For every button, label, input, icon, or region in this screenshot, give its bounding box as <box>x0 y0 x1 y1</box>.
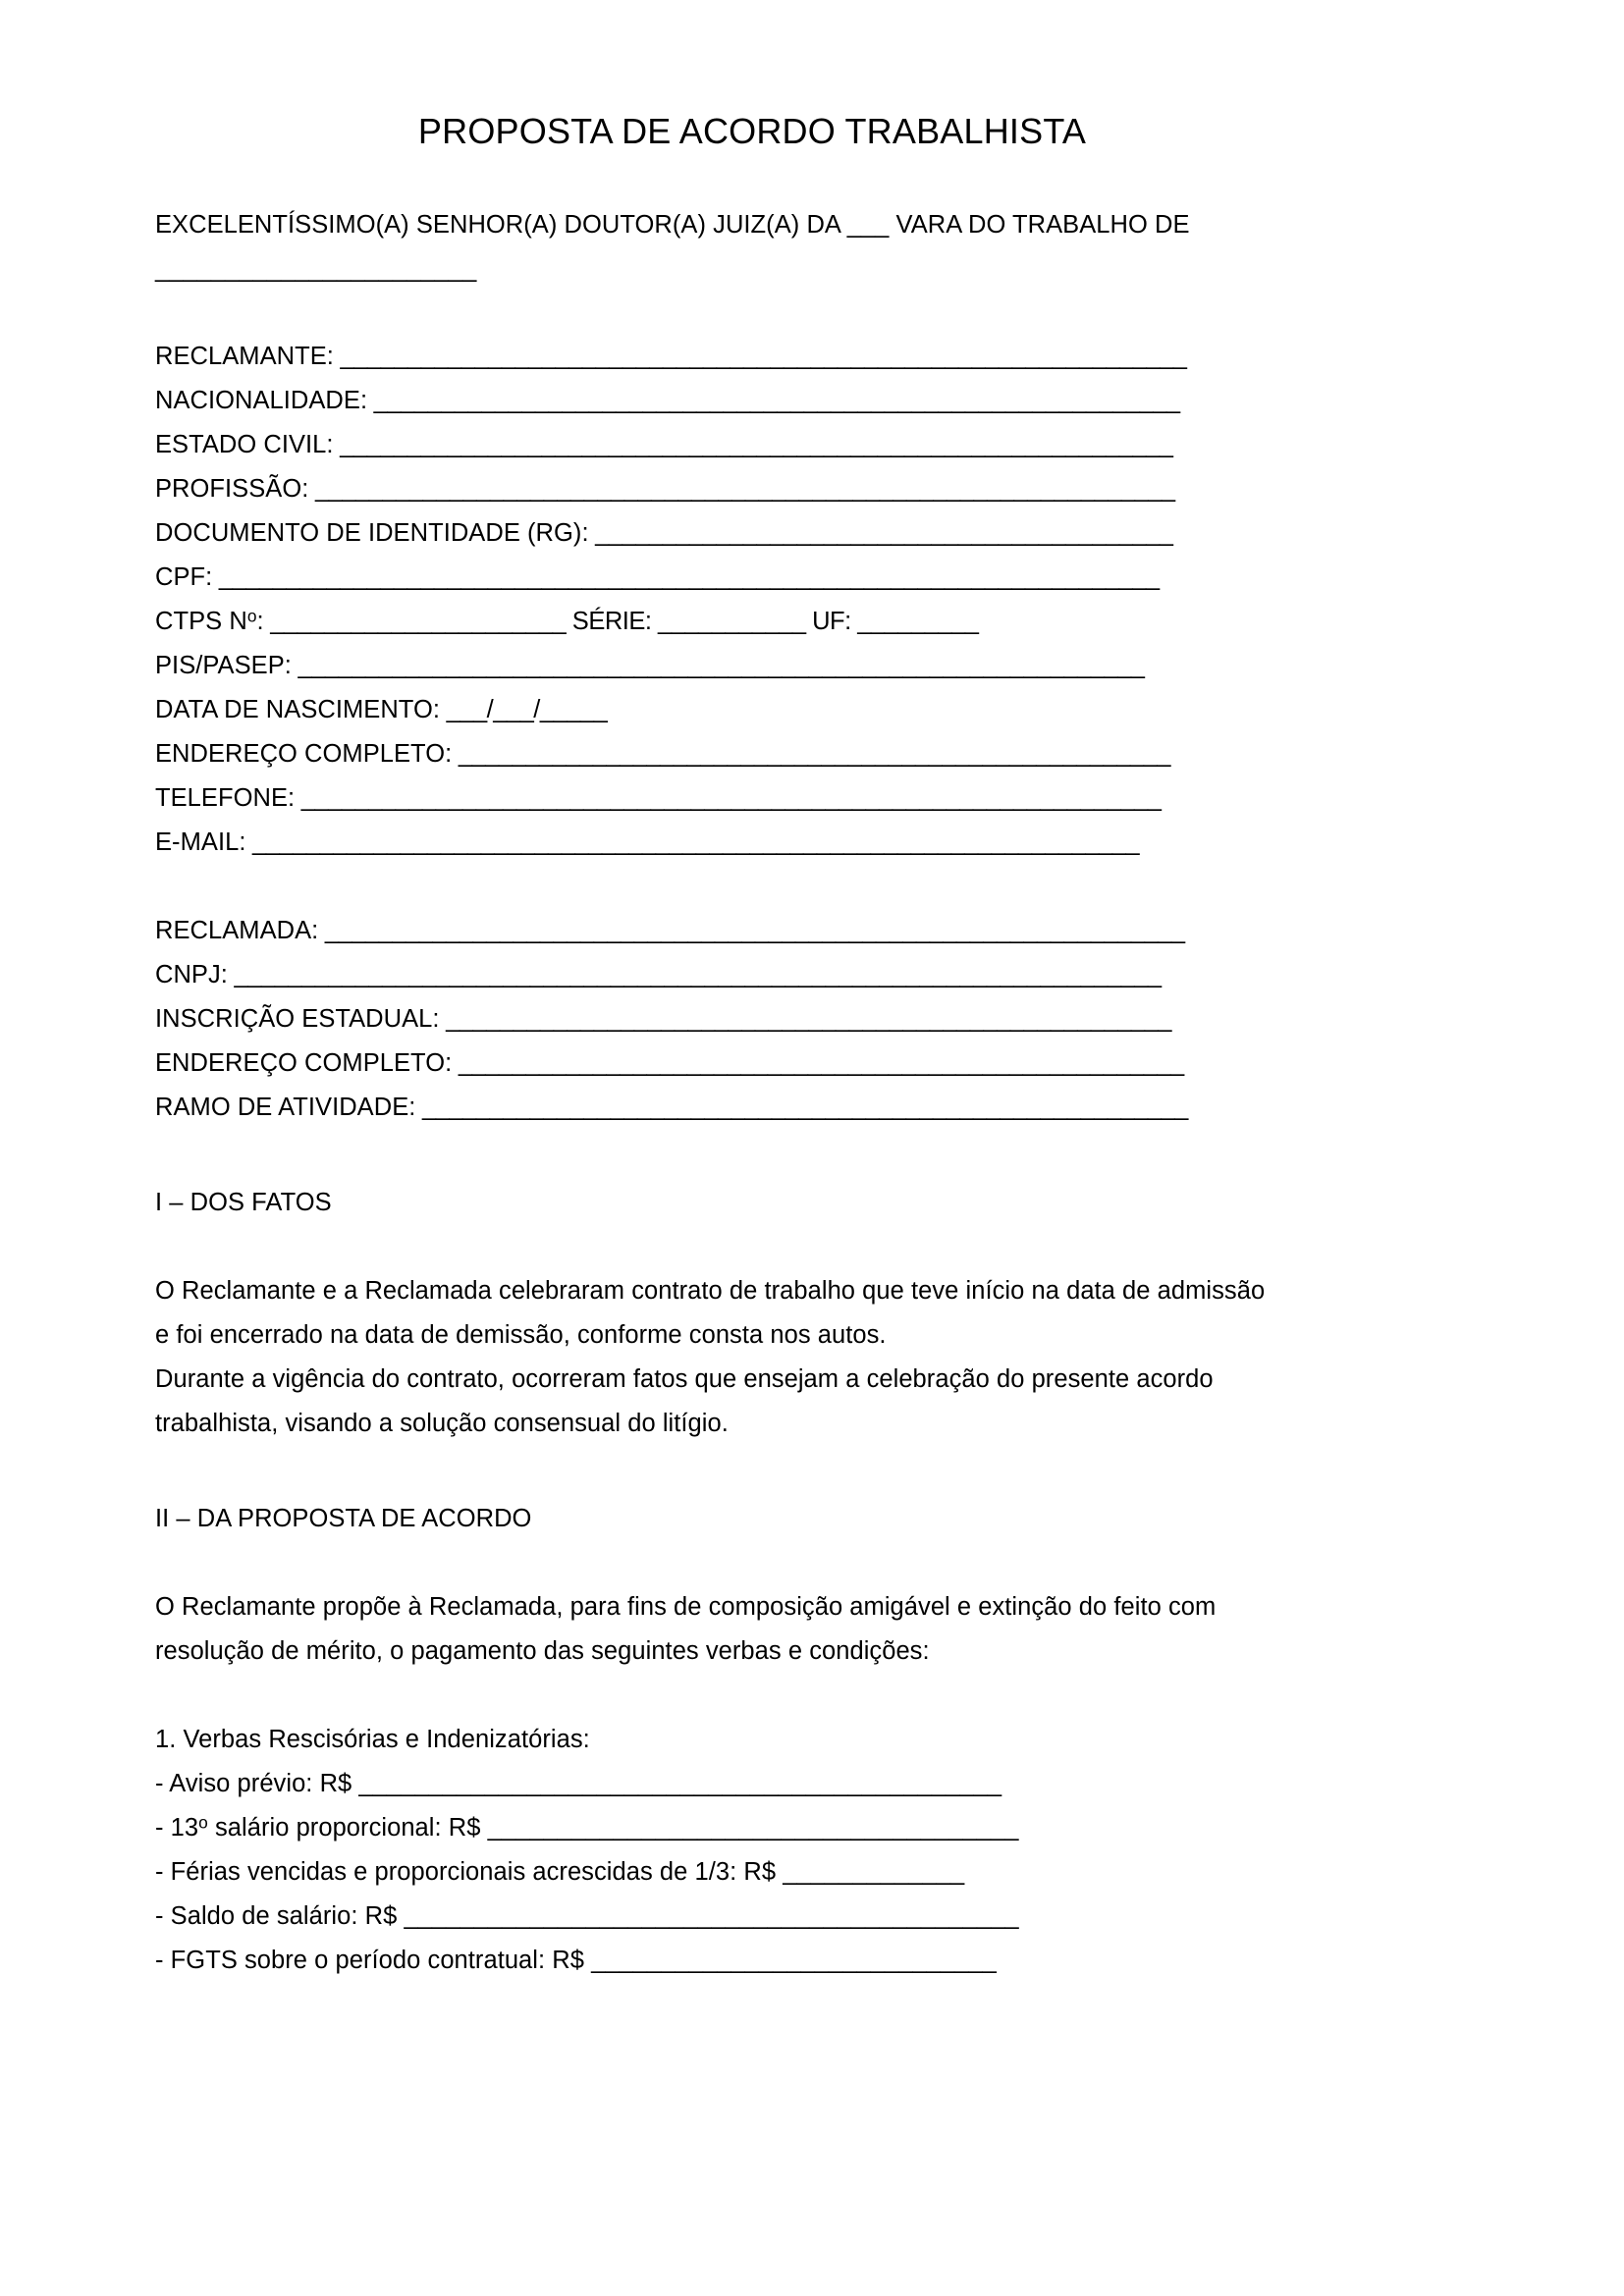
field-label-telefone: TELEFONE: <box>155 784 296 813</box>
field-label-email: E-MAIL: <box>155 828 246 857</box>
section-two-line-1: O Reclamante propõe à Reclamada, para fins de composição amigável e extinção do feito com <box>155 1593 1217 1622</box>
section-spacer-1 <box>155 865 1471 909</box>
field-row-pis-pasep <box>155 644 1471 688</box>
ordinal-indicator: o <box>246 607 257 627</box>
field-fill-reclamante[interactable]: _______________________________________________________________ <box>333 343 1187 371</box>
field-row-estado-civil <box>155 423 1471 467</box>
addressee-line-2: _______________________ <box>155 255 477 284</box>
field-row-endereco-completo-reclamada <box>155 1041 1471 1086</box>
verba-row-aviso-previo <box>155 1762 1471 1806</box>
field-row-telefone <box>155 776 1471 821</box>
field-row-profissao <box>155 467 1471 511</box>
field-fill-inscricao-estadual[interactable]: ______________________________________________________ <box>439 1005 1171 1034</box>
verba-row-ferias <box>155 1850 1471 1895</box>
verbas-list-title: 1. Verbas Rescisórias e Indenizatórias: <box>155 1726 590 1754</box>
addressee-block <box>155 203 1471 292</box>
field-row-reclamada <box>155 909 1471 953</box>
field-row-endereco-completo-reclamante <box>155 732 1471 776</box>
field-label-profissao: PROFISSÃO: <box>155 475 309 504</box>
verba-fill-saldo-salario[interactable]: ____________________________________________ <box>397 1902 1019 1931</box>
field-row-ramo-atividade <box>155 1086 1471 1130</box>
verba-row-fgts <box>155 1939 1471 1983</box>
field-fill-cpf[interactable]: ______________________________________________________________________ <box>212 563 1160 592</box>
field-fill-data-nascimento[interactable]: ___/___/_____ <box>440 696 608 724</box>
field-fill-cnpj[interactable]: _____________________________________________________________________ <box>227 961 1162 989</box>
verba-label-saldo-salario: - Saldo de salário: R$ <box>155 1902 398 1931</box>
claimant-fields-block <box>155 335 1471 865</box>
field-label-reclamante: RECLAMANTE: <box>155 343 334 371</box>
addressee-line-1: EXCELENTÍSSIMO(A) SENHOR(A) DOUTOR(A) JUIZ(A) DA ___ VARA DO TRABALHO DE <box>155 211 1190 240</box>
field-row-cnpj <box>155 953 1471 997</box>
verba-label-fgts: - FGTS sobre o período contratual: R$ <box>155 1947 584 1975</box>
field-label-nacionalidade: NACIONALIDADE: <box>155 387 368 415</box>
field-fill-ramo-atividade[interactable]: _________________________________________________________ <box>415 1094 1188 1122</box>
section-two-line-2: resolução de mérito, o pagamento das seguintes verbas e condições: <box>155 1637 930 1666</box>
field-label-ramo-atividade: RAMO DE ATIVIDADE: <box>155 1094 416 1122</box>
field-fill-estado-civil[interactable]: ______________________________________________________________ <box>333 431 1173 459</box>
field-fill-endereco-completo-reclamada[interactable]: ______________________________________________________ <box>452 1049 1184 1078</box>
field-fill-reclamada[interactable]: ________________________________________________________________ <box>318 917 1185 945</box>
section-two-paragraph <box>155 1585 1446 1674</box>
field-row-data-nascimento <box>155 688 1471 732</box>
verba-fill-fgts[interactable]: _____________________________ <box>583 1947 997 1975</box>
field-label-estado-civil: ESTADO CIVIL: <box>155 431 334 459</box>
verba-row-13-salario <box>155 1806 1471 1850</box>
section-one-line-1: O Reclamante e a Reclamada celebraram contrato de trabalho que teve início na data de admissão <box>155 1277 1266 1306</box>
field-row-nacionalidade <box>155 379 1471 423</box>
field-row-email <box>155 821 1471 865</box>
field-label-endereco-completo-reclamada: ENDEREÇO COMPLETO: <box>155 1049 453 1078</box>
verba-fill-13-salario[interactable]: ______________________________________ <box>480 1814 1019 1842</box>
field-label-cpf: CPF: <box>155 563 213 592</box>
field-fill-telefone[interactable]: ________________________________________________________________ <box>295 784 1162 813</box>
verba-label-aviso-previo: - Aviso prévio: R$ <box>155 1770 352 1798</box>
field-label-endereco-completo-reclamante: ENDEREÇO COMPLETO: <box>155 740 453 769</box>
field-row-reclamante <box>155 335 1471 379</box>
field-label-cnpj: CNPJ: <box>155 961 228 989</box>
verba-label-13-salario: - 13$^o$ salário proporcional: R$ <box>155 1813 481 1842</box>
field-row-inscricao-estadual <box>155 997 1471 1041</box>
verba-label-ferias: - Férias vencidas e proporcionais acrescidas de 1/3: R$ <box>155 1858 777 1887</box>
field-label-data-nascimento: DATA DE NASCIMENTO: <box>155 696 440 724</box>
section-one-line-4: trabalhista, visando a solução consensual do litígio. <box>155 1410 729 1438</box>
defendant-fields-block <box>155 909 1471 1130</box>
field-fill-profissao[interactable]: ________________________________________________________________ <box>308 475 1175 504</box>
section-one-line-3: Durante a vigência do contrato, ocorreram fatos que ensejam a celebração do presente acordo <box>155 1365 1214 1394</box>
field-label-reclamada: RECLAMADA: <box>155 917 319 945</box>
field-label-inscricao-estadual: INSCRIÇÃO ESTADUAL: <box>155 1005 440 1034</box>
field-fill-endereco-completo-reclamante[interactable]: _____________________________________________________ <box>452 740 1170 769</box>
section-one-line-2: e foi encerrado na data de demissão, conforme consta nos autos. <box>155 1321 887 1350</box>
verba-row-saldo-salario <box>155 1895 1471 1939</box>
field-fill-ctps[interactable]: ______________________ SÉRIE: ___________ UF: _________ <box>263 608 979 636</box>
verba-fill-ferias[interactable]: _____________ <box>776 1858 965 1887</box>
document-content <box>155 0 1471 1983</box>
verba-fill-aviso-previo[interactable]: ______________________________________________ <box>352 1770 1002 1798</box>
field-row-documento-identidade <box>155 511 1471 556</box>
verbas-list-block <box>155 1718 1471 1983</box>
page-title: PROPOSTA DE ACORDO TRABALHISTA <box>417 111 1087 151</box>
section-heading-da-proposta-de-acordo: II – DA PROPOSTA DE ACORDO <box>155 1505 532 1533</box>
field-label-ctps: CTPS $N^o$: <box>155 607 264 636</box>
field-label-pis-pasep: PIS/PASEP: <box>155 652 292 680</box>
section-heading-dos-fatos: I – DOS FATOS <box>155 1189 332 1217</box>
field-fill-nacionalidade[interactable]: ____________________________________________________________ <box>367 387 1180 415</box>
field-label-documento-identidade: DOCUMENTO DE IDENTIDADE (RG): <box>155 519 589 548</box>
field-fill-pis-pasep[interactable]: _______________________________________________________________ <box>291 652 1145 680</box>
field-row-cpf <box>155 556 1471 600</box>
field-row-ctps <box>155 600 1471 644</box>
ordinal-indicator: o <box>198 1813 208 1834</box>
section-one-paragraph <box>155 1269 1446 1446</box>
field-fill-email[interactable]: __________________________________________________________________ <box>245 828 1140 857</box>
field-fill-documento-identidade[interactable]: ___________________________________________ <box>588 519 1173 548</box>
